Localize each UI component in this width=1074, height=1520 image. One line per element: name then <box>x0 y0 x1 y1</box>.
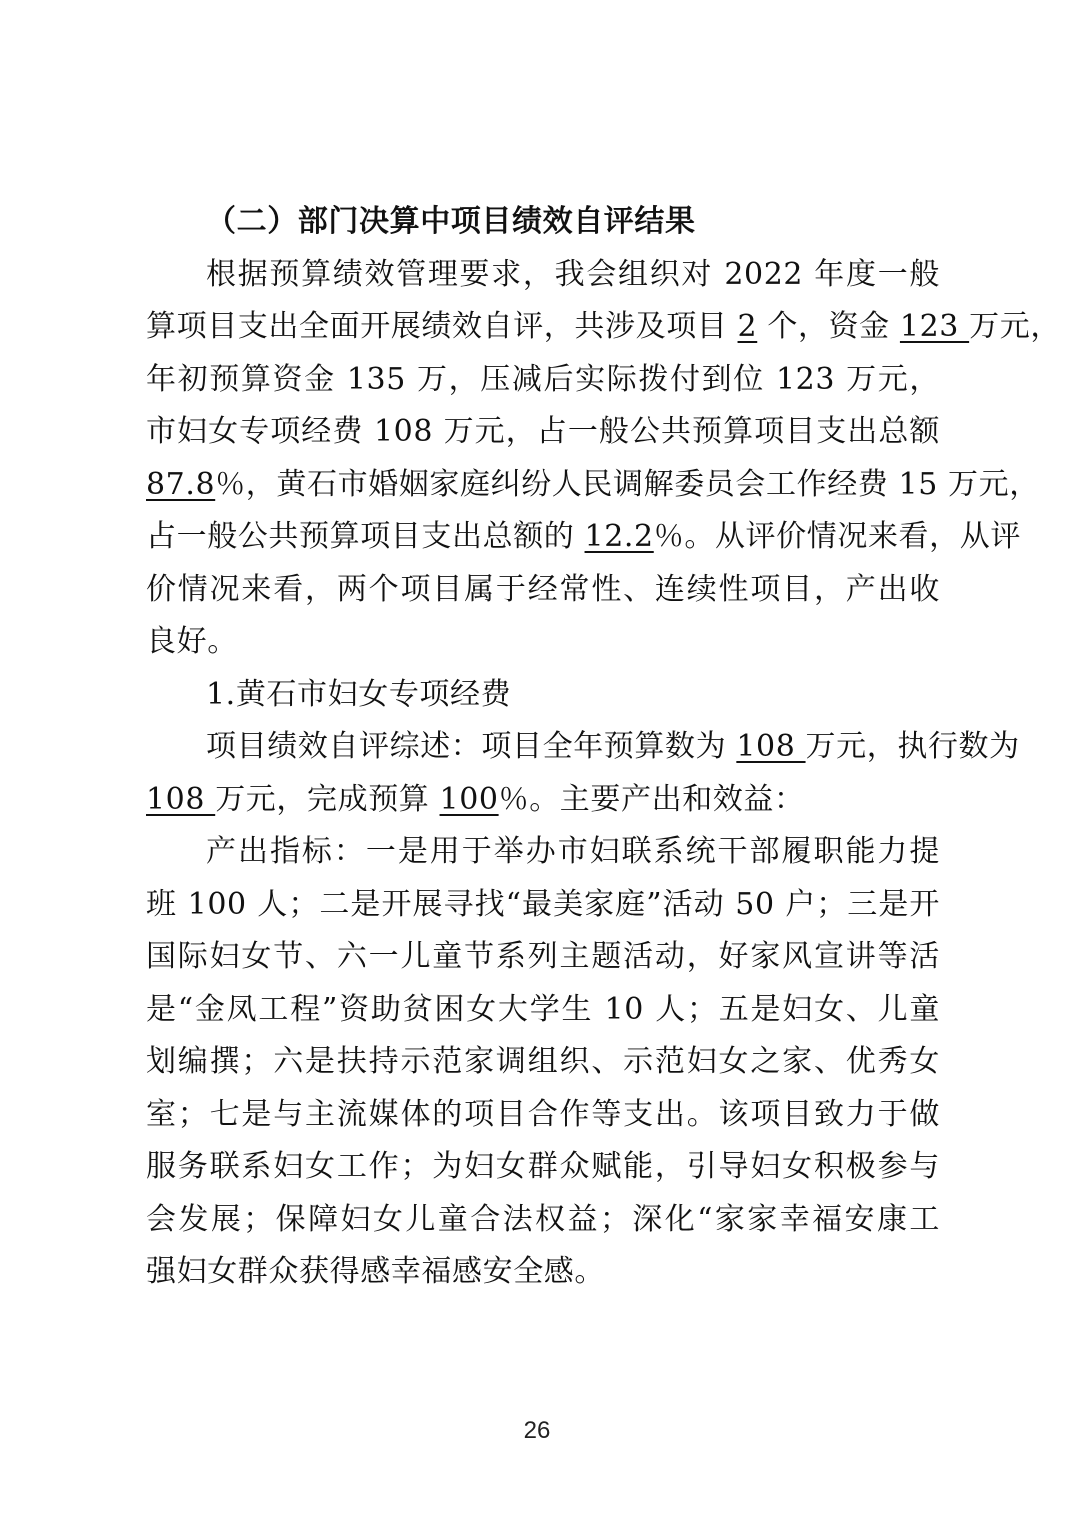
text-span: 是“金凤工程”资助贫困女大学生 10 人；五是妇女、儿童 <box>146 991 940 1027</box>
paragraph-line <box>146 984 940 1037</box>
paragraph-evaluation-overview <box>146 249 1061 669</box>
underlined-value: 2 <box>737 309 758 344</box>
text-span: 个，资金 <box>757 309 900 344</box>
underlined-value: 100 <box>439 781 499 817</box>
text-span: 会发展；保障妇女儿童合法权益；深化“家家幸福安康工 <box>146 1201 940 1237</box>
text-span: 班 100 人；二是开展寻找“最美家庭”活动 50 户；三是开 <box>146 886 940 922</box>
subheading <box>146 669 940 722</box>
section-heading-text: （二）部门决算中项目绩效自评结果 <box>206 204 696 239</box>
paragraph-line <box>146 1194 940 1247</box>
page-number: 26 <box>523 1417 551 1444</box>
paragraph-project-summary <box>146 721 1020 826</box>
text-span: 占一般公共预算项目支出总额的 <box>146 519 585 554</box>
text-span: 划编撰；六是扶持示范家调组织、示范妇女之家、优秀女 <box>146 1044 940 1079</box>
paragraph-line <box>146 301 1061 354</box>
text-span: ％，黄石市婚姻家庭纠纷人民调解委员会工作经费 15 万元， <box>215 466 1040 502</box>
paragraph-line <box>146 1141 940 1194</box>
paragraph-line <box>146 459 1040 512</box>
text-span: 价情况来看，两个项目属于经常性、连续性项目，产出收 <box>146 571 940 607</box>
paragraph-line <box>146 1089 940 1142</box>
text-span: 根据预算绩效管理要求，我会组织对 2022 年度一般 <box>206 256 940 292</box>
paragraph-line <box>146 406 940 459</box>
paragraph-line <box>146 931 940 984</box>
underlined-value: 108 <box>736 729 806 764</box>
text-span: 项目绩效自评综述：项目全年预算数为 <box>206 729 737 764</box>
paragraph-line <box>146 1036 940 1089</box>
underlined-value: 108 <box>146 781 216 817</box>
paragraph-line <box>146 249 940 302</box>
text-span: 服务联系妇女工作；为妇女群众赋能，引导妇女积极参与 <box>146 1149 940 1184</box>
underlined-value: 87.8 <box>146 466 216 502</box>
subheading-text: 1.黄石市妇女专项经费 <box>206 676 512 712</box>
text-span: 万元， <box>969 309 1061 344</box>
text-span: 算项目支出全面开展绩效自评，共涉及项目 <box>146 309 738 344</box>
text-span: ％。从评价情况来看，从评 <box>653 519 1021 554</box>
paragraph-line <box>146 616 940 669</box>
text-span: 室；七是与主流媒体的项目合作等支出。该项目致力于做 <box>146 1096 940 1132</box>
paragraph-line <box>146 826 940 879</box>
text-span: 万元，完成预算 <box>215 781 440 817</box>
text-span: 产出指标：一是用于举办市妇联系统干部履职能力提 <box>206 834 940 869</box>
section-heading <box>146 196 940 249</box>
underlined-value: 123 <box>899 309 970 344</box>
paragraph-line <box>146 721 1020 774</box>
paragraph-output-indicators <box>146 826 940 1299</box>
paragraph-line <box>146 1246 940 1299</box>
text-span: 良好。 <box>146 624 238 659</box>
page-body <box>146 196 1061 1299</box>
text-span: 强妇女群众获得感幸福感安全感。 <box>146 1254 605 1289</box>
paragraph-line <box>146 774 940 827</box>
text-span: 年初预算资金 135 万，压减后实际拨付到位 123 万元， <box>146 361 940 397</box>
text-span: ％。主要产出和效益： <box>498 781 805 817</box>
paragraph-line <box>146 354 940 407</box>
text-span: 市妇女专项经费 108 万元，占一般公共预算项目支出总额 <box>146 414 940 449</box>
underlined-value: 12.2 <box>584 519 654 554</box>
paragraph-line <box>146 511 1021 564</box>
paragraph-line <box>146 879 940 932</box>
text-span: 万元，执行数为 <box>805 729 1020 764</box>
text-span: 国际妇女节、六一儿童节系列主题活动，好家风宣讲等活 <box>146 939 940 974</box>
paragraph-line <box>146 564 940 617</box>
